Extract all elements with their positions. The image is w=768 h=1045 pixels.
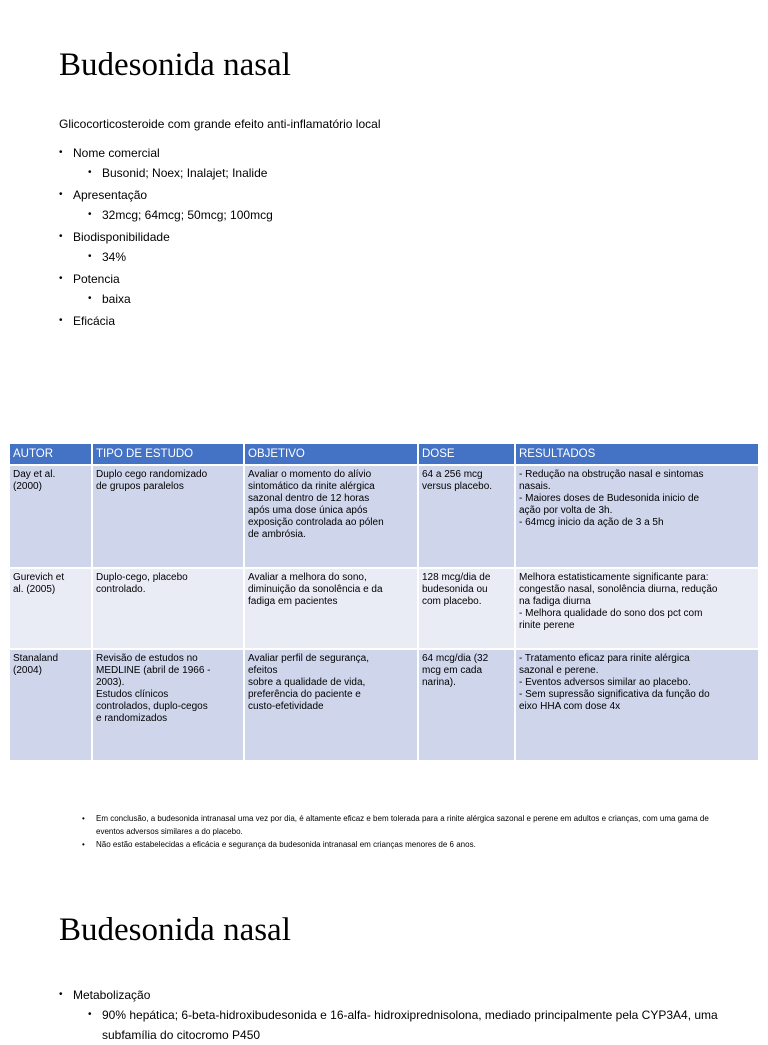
header-autor: AUTOR bbox=[10, 444, 92, 465]
table-row bbox=[10, 649, 759, 760]
cell-autor: Stanaland (2004) bbox=[10, 649, 92, 760]
cell-objetivo: Avaliar o momento do alívio sintomático da rinite alérgica sazonal dentro de 12 horas após uma dose única após exposição controlada ao pólen de ambrósia. bbox=[244, 465, 418, 568]
sub-bullet-potencia: • baixa bbox=[59, 289, 273, 309]
cell-dose: 64 a 256 mcg versus placebo. bbox=[418, 465, 515, 568]
bullet-eficacia: • Eficácia bbox=[59, 311, 273, 331]
intro-text: Glicocorticosteroide com grande efeito anti-inflamatório local bbox=[59, 117, 381, 131]
studies-table bbox=[10, 444, 760, 760]
header-tipo-de-estudo: TIPO DE ESTUDO bbox=[92, 444, 244, 465]
cell-resultados: - Tratamento eficaz para rinite alérgica sazonal e perene. - Eventos adversos similar ao placebo. - Sem supressão significativa da função do eixo HHA com dose 4x bbox=[515, 649, 759, 760]
cell-tipo: Duplo-cego, placebo controlado. bbox=[92, 568, 244, 649]
header-objetivo: OBJETIVO bbox=[244, 444, 418, 465]
sub-bullet-nome-comercial: • Busonid; Noex; Inalajet; Inalide bbox=[59, 163, 273, 183]
cell-tipo: Revisão de estudos no MEDLINE (abril de 1966 - 2003). Estudos clínicos controlados, duplo-cegos e randomizados bbox=[92, 649, 244, 760]
header-resultados: RESULTADOS bbox=[515, 444, 759, 465]
cell-tipo: Duplo cego randomizado de grupos paralelos bbox=[92, 465, 244, 568]
cell-autor: Gurevich et al. (2005) bbox=[10, 568, 92, 649]
cell-objetivo: Avaliar a melhora do sono, diminuição da sonolência e da fadiga em pacientes bbox=[244, 568, 418, 649]
cell-autor: Day et al. (2000) bbox=[10, 465, 92, 568]
cell-objetivo: Avaliar perfil de segurança, efeitos sobre a qualidade de vida, preferência do paciente e custo-efetividade bbox=[244, 649, 418, 760]
bullet-metabolizacao: • Metabolização bbox=[59, 985, 752, 1005]
sub-bullet-metabolizacao: • 90% hepática; 6-beta-hidroxibudesonida e 16-alfa- hidroxiprednisolona, mediado principalmente pela CYP3A4, uma subfamília do citocromo P450 bbox=[59, 1005, 752, 1045]
cell-dose: 128 mcg/dia de budesonida ou com placebo. bbox=[418, 568, 515, 649]
cell-resultados: - Redução na obstrução nasal e sintomas nasais. - Maiores doses de Budesonida inicio de ação por volta de 3h. - 64mcg inicio da ação de 3 a 5h bbox=[515, 465, 759, 568]
table-header-row bbox=[10, 444, 759, 465]
conclusion-item: • Não estão estabelecidas a eficácia e segurança da budesonida intranasal em crianças menores de 6 anos. bbox=[82, 838, 732, 851]
cell-dose: 64 mcg/dia (32 mcg em cada narina). bbox=[418, 649, 515, 760]
table-row bbox=[10, 465, 759, 568]
conclusion-item: • Em conclusão, a budesonida intranasal uma vez por dia, é altamente eficaz e bem tolerada para a rinite alérgica sazonal e perene em adultos e crianças, com uma gama de eventos adversos similares a do placebo. bbox=[82, 812, 732, 838]
cell-resultados: Melhora estatisticamente significante para: congestão nasal, sonolência diurna, redução na fadiga diurna - Melhora qualidade do sono dos pct com rinite perene bbox=[515, 568, 759, 649]
table-row bbox=[10, 568, 759, 649]
slide-title-2: Budesonida nasal bbox=[59, 912, 291, 948]
bullet-apresentacao: • Apresentação bbox=[59, 185, 273, 205]
bullet-potencia: • Potencia bbox=[59, 269, 273, 289]
bullet-list-2 bbox=[59, 983, 752, 1045]
bullet-nome-comercial: • Nome comercial bbox=[59, 143, 273, 163]
sub-bullet-apresentacao: • 32mcg; 64mcg; 50mcg; 100mcg bbox=[59, 205, 273, 225]
slide-title: Budesonida nasal bbox=[59, 47, 291, 83]
conclusions-list bbox=[82, 812, 732, 851]
header-dose: DOSE bbox=[418, 444, 515, 465]
bullet-list bbox=[59, 141, 273, 331]
bullet-biodisponibilidade: • Biodisponibilidade bbox=[59, 227, 273, 247]
sub-bullet-biodisponibilidade: • 34% bbox=[59, 247, 273, 267]
